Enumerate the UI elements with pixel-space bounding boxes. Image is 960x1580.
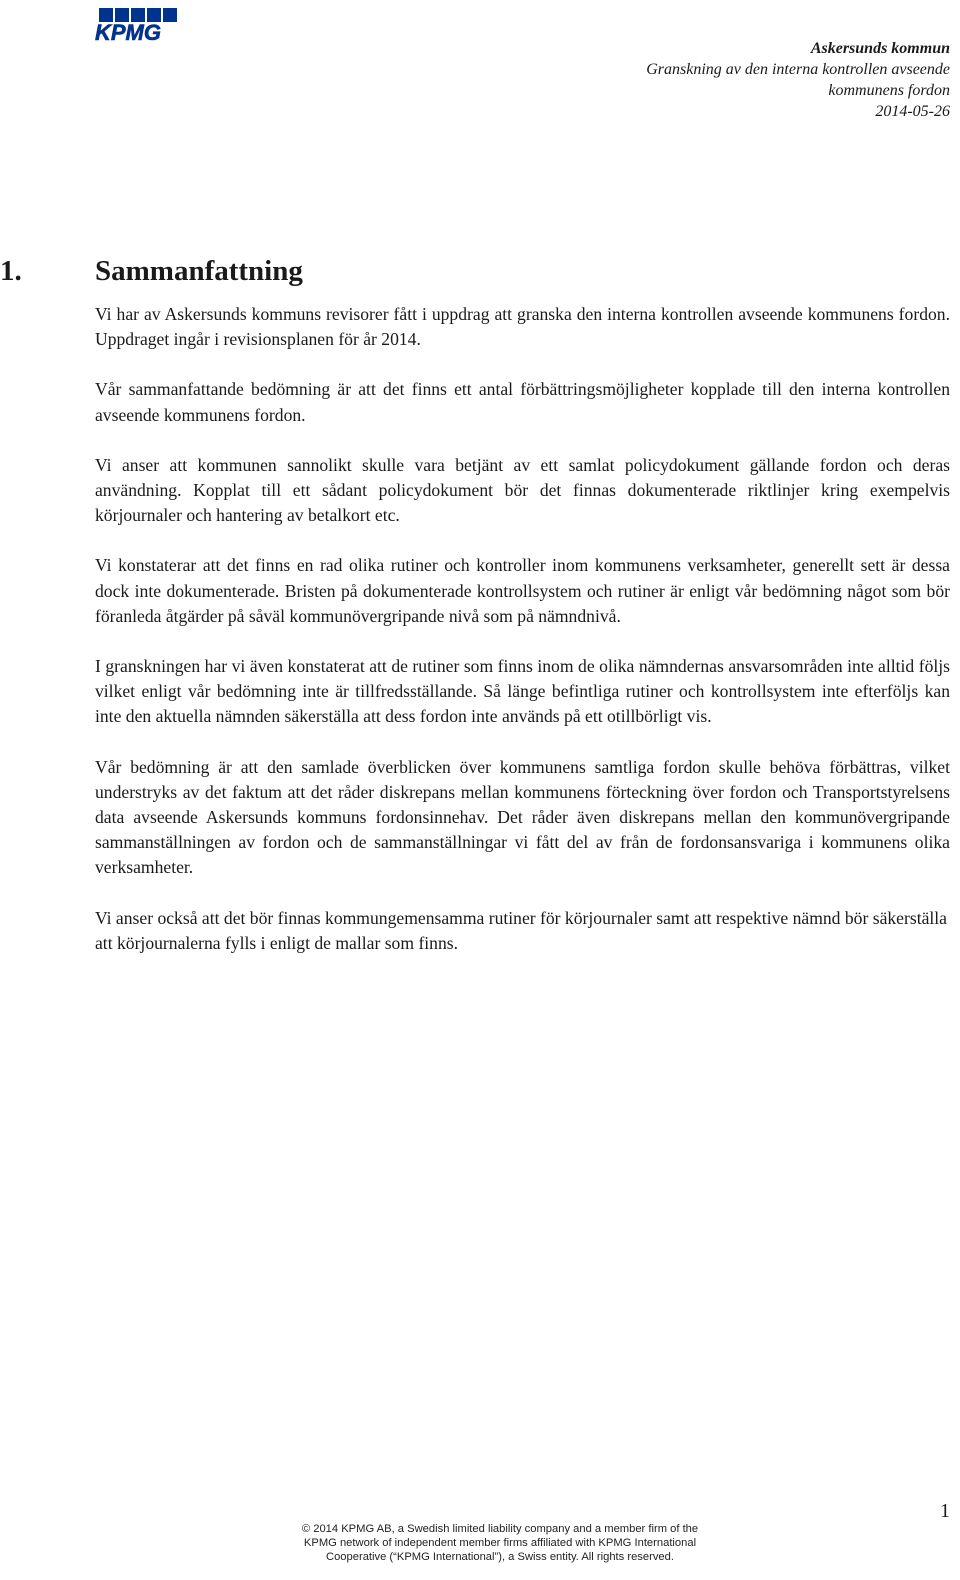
page-number: 1	[940, 1500, 950, 1522]
document-header	[646, 38, 950, 122]
paragraph: Vår sammanfattande bedömning är att det finns ett antal förbättringsmöjligheter kopplade till den interna kontrollen avseende kommunens fordon.	[95, 379, 950, 425]
section-title: Sammanfattning	[95, 255, 303, 287]
paragraph: Vi anser att kommunen sannolikt skulle vara betjänt av ett samlat policydokument gällande fordon och deras användning. Kopplat till ett sådant policydokument bör det finnas dokumenterade riktlinjer kring exempelvis körjournaler och hantering av betalkort etc.	[95, 454, 950, 526]
kpmg-logo	[93, 8, 181, 42]
paragraph: Vi anser också att det bör finnas kommungemensamma rutiner för körjournaler samt att respektive nämnd bör säkerställa att körjournalerna fylls i enligt de mallar som finns.	[95, 907, 947, 953]
copyright-footer	[260, 1522, 740, 1564]
header-title-line-1: Granskning av den interna kontrollen avseende	[646, 61, 950, 78]
paragraph: Vi har av Askersunds kommuns revisorer fått i uppdrag att granska den interna kontrollen avseende kommunens fordon. Uppdraget ingår i revisionsplanen för år 2014.	[95, 304, 950, 350]
footer-line-1: © 2014 KPMG AB, a Swedish limited liability company and a member firm of the	[301, 1523, 699, 1535]
kpmg-logo-text: KPMG	[95, 20, 161, 42]
footer-line-3: Cooperative (“KPMG International”), a Swiss entity. All rights reserved.	[326, 1551, 674, 1563]
section-number: 1.	[0, 255, 22, 287]
paragraph: Vi konstaterar att det finns en rad olika rutiner och kontroller inom kommunens verksamheter, generellt sett är dessa dock inte dokumenterade. Bristen på dokumenterade kontrollsystem och rutiner är enligt vår bedömning något som bör föranleda åtgärder på såväl kommunövergripande nivå som på nämndnivå.	[95, 555, 950, 626]
header-title-line-2: kommunens fordon	[828, 82, 950, 99]
paragraph: Vår bedömning är att den samlade överblicken över kommunens samtliga fordon skulle behöva förbättras, vilket understryks av det faktum att det råder diskrepans mellan kommunens förteckning över fordon och Transportstyrelsens data avseende Askersunds kommuns fordonsinnehav. Det råder även diskrepans mellan den kommunövergripande sammanställningen av fordon och de sammanställningar vi fått del av från de fordonsansvariga i kommunens olika verksamheter.	[95, 756, 950, 878]
header-organization: Askersunds kommun	[810, 40, 950, 57]
footer-line-2: KPMG network of independent member firms affiliated with KPMG International	[303, 1537, 697, 1549]
paragraph: I granskningen har vi även konstaterat att de rutiner som finns inom de olika nämndernas ansvarsområden inte alltid följs vilket enligt vår bedömning inte är tillfredsställande. Så länge befintliga rutiner och kontrollsystem inte efterföljs kan inte den aktuella nämnden säkerställa att dess fordon inte används på ett otillbörligt vis.	[95, 656, 950, 727]
header-date: 2014-05-26	[875, 103, 950, 120]
kpmg-logo-mark	[93, 8, 181, 42]
summary-body	[95, 302, 950, 981]
section-heading	[0, 255, 303, 288]
